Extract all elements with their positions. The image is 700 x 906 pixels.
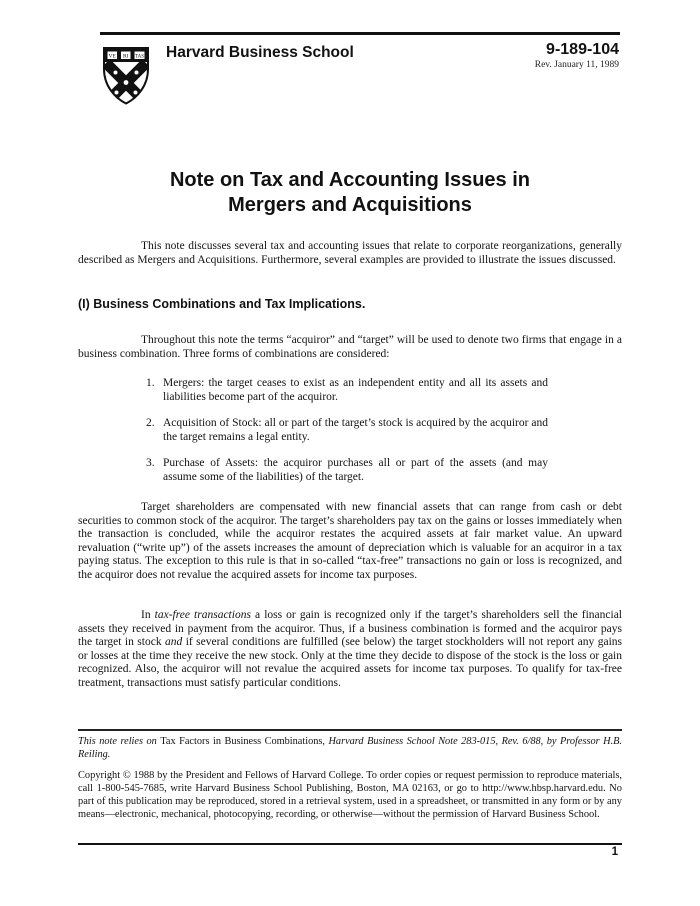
list-item-text: Acquisition of Stock: all or part of the target’s stock is acquired by the acquiror and the target remains a legal entity.: [163, 417, 548, 443]
taxfree-paragraph: [78, 609, 622, 690]
terms-paragraph: Throughout this note the terms “acquiror” and “target” will be used to denote two firms that engage in a business combination. Three forms of combinations are considered:: [78, 334, 622, 360]
footer-rule: [78, 843, 622, 845]
list-item-number: 3.: [146, 457, 155, 469]
svg-text:RI: RI: [122, 53, 129, 60]
list-item-number: 1.: [146, 377, 155, 389]
list-item-stock-acquisition: [146, 417, 548, 444]
taxfree-mid: a loss or gain is recognized only if the target’s shareholders sell the financial assets they received in payment from the acquiror. Thus, if a business combination is formed and the acquiror pays the target in stock: [78, 609, 622, 648]
copyright-notice: Copyright © 1988 by the President and Fellows of Harvard College. To order copies or request permission to reproduce materials, call 1-800-545-7685, write Harvard Business School Publishing, Boston, MA 02163, or go to http://www.hbsp.harvard.edu. No part of this publication may be reproduced, stored in a retrieval system, used in a spreadsheet, or transmitted in any form or by any means—electronic, mechanical, photocopying, recording, or otherwise—without the permission of Harvard Business School.: [78, 770, 622, 820]
footnote-rule: [78, 729, 622, 731]
source-footnote: [78, 736, 622, 761]
combination-list: [146, 377, 548, 497]
revision-date: Rev. January 11, 1989: [534, 60, 619, 70]
school-name: Harvard Business School: [166, 44, 354, 61]
footnote-citation-italic: Harvard Business School Note 283-015, Rev. 6/88, by Professor H.B. Reiling.: [78, 736, 623, 760]
intro-paragraph: This note discusses several tax and accounting issues that relate to corporate reorganizations, generally described as Mergers and Acquisitions. Furthermore, several examples are provided to illustrate the issues discussed.: [78, 240, 622, 266]
document-title: [78, 168, 622, 218]
hbs-shield-icon: [101, 45, 151, 106]
list-item-text: Purchase of Assets: the acquiror purchases all or part of the assets (and may assume some of the liabilities) of the target.: [163, 457, 548, 483]
section-heading: (I) Business Combinations and Tax Implications.: [78, 297, 366, 311]
svg-text:VE: VE: [108, 53, 116, 60]
header-rule: [100, 32, 620, 35]
title-line-1: Note on Tax and Accounting Issues in: [169, 169, 531, 191]
page-number: 1: [611, 846, 618, 858]
footnote-source-title: Tax Factors in Business Combinations,: [160, 736, 329, 747]
list-item-text: Mergers: the target ceases to exist as an independent entity and all its assets and liabilities become part of the acquiror.: [163, 377, 548, 403]
footnote-lead-italic: This note relies on: [78, 736, 161, 747]
document-meta: [535, 41, 619, 70]
list-item-asset-purchase: [146, 457, 548, 484]
taxfree-italic-term: tax-free transactions: [154, 609, 251, 621]
document-number: 9-189-104: [546, 41, 619, 58]
svg-text:TAS: TAS: [134, 54, 145, 60]
title-line-2: Mergers and Acquisitions: [228, 194, 472, 216]
taxfree-italic-and: and: [165, 636, 183, 648]
list-item-number: 2.: [146, 417, 155, 429]
taxfree-rest: if several conditions are fulfilled (see below) the target stockholders will not report any gains or losses at the time they receive the new stock. Only at the time they decide to dispose of the stock is the loss or gain recognized. Also, the acquiror will not revalue the acquired assets for income tax purposes. To qualify for tax-free treatment, transactions must satisfy particular conditions.: [78, 636, 622, 689]
shareholders-paragraph: Target shareholders are compensated with new financial assets that can range from cash or debt securities to common stock of the acquiror. The target’s shareholders pay tax on the gains or losses immediately when the transaction is concluded, while the acquiror restates the acquired assets at fair market value. An upward revaluation (“write up”) of the assets increases the amount of depreciation which is valuable for an acquiror in a tax paying status. The exception to this rule is that in so-called “tax-free” transactions no gain or loss is recognized, and the acquiror does not revalue the acquired assets for income tax purposes.: [78, 501, 622, 581]
taxfree-pre: In: [141, 609, 155, 621]
list-item-mergers: [146, 377, 548, 404]
